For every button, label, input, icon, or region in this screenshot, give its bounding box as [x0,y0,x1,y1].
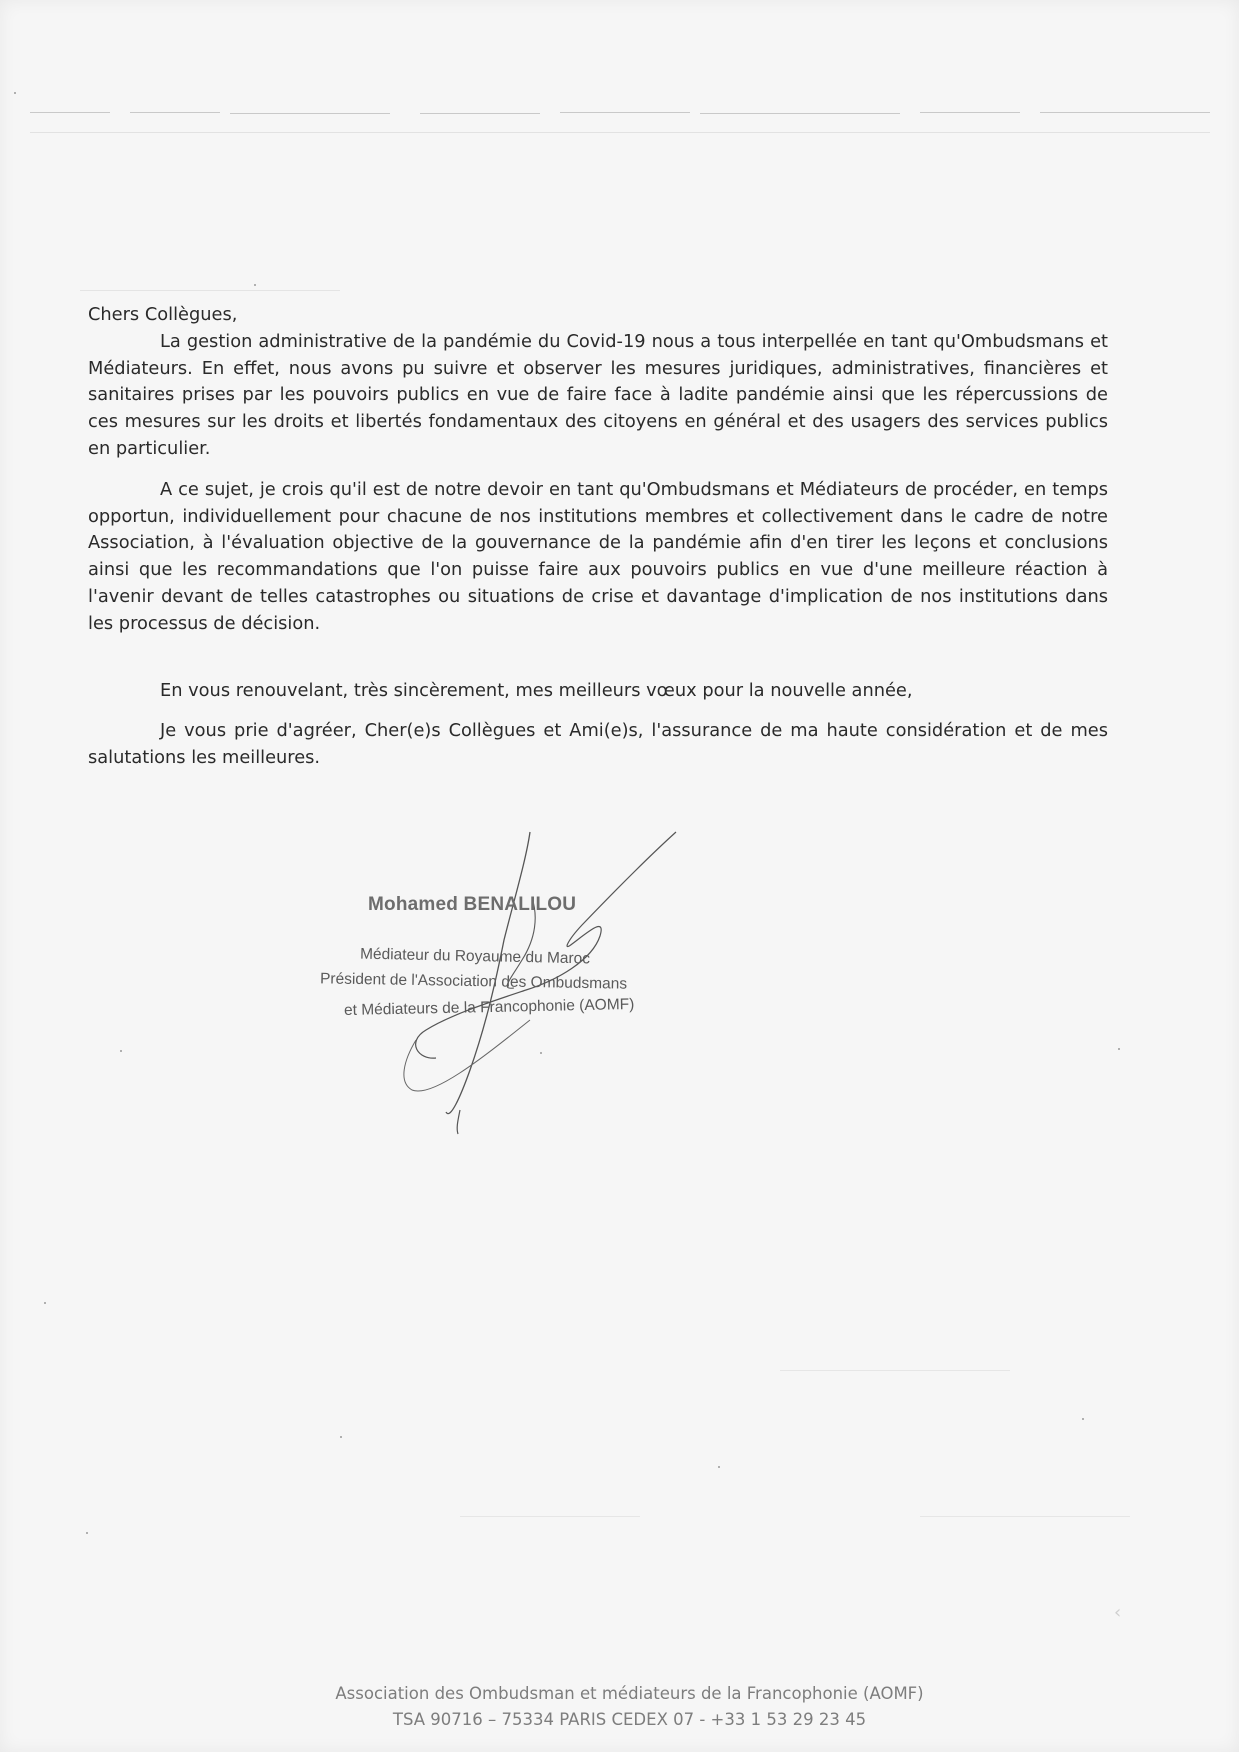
scan-artifact-line [780,1370,1010,1371]
footer-address: TSA 90716 – 75334 PARIS CEDEX 07 - +33 1 53 29 23 45 [392,1710,867,1729]
scan-artifact-line [30,112,110,113]
scan-artifact-line [460,1516,640,1517]
scan-artifact-line [30,132,1210,133]
letter-paragraph-2: A ce sujet, je crois qu'il est de notre devoir en tant qu'Ombudsmans et Médiateurs de procéder, en temps opportun, individuellement pour chacune de nos institutions membres et collectivement dans le cadre de notre Association, à l'évaluation objective de la gouvernance de la pandémie afin d'en tirer les leçons et conclusions ainsi que les recommandations que l'on puisse faire aux pouvoirs publics en vue d'une meilleure réaction à l'avenir devant de telles catastrophes ou situations de crise et davantage d'implication de nos institutions dans les processus de décision. [88,478,1108,634]
letter-paragraph-3: En vous renouvelant, très sincèrement, mes meilleurs vœux pour la nouvelle année, [160,679,913,701]
letter-body [88,302,1108,772]
corner-mark: ‹ [1114,1602,1122,1623]
scan-speck [44,1302,46,1304]
scan-speck [1118,1048,1120,1050]
scan-artifact-line [700,113,900,114]
letter-paragraph-1: La gestion administrative de la pandémie du Covid-19 nous a tous interpellée en tant qu'Ombudsmans et Médiateurs. En effet, nous avons pu suivre et observer les mesures juridiques, administratives, financières et sanitaires prises par les pouvoirs publics en vue de faire face à ladite pandémie ainsi que les répercussions de ces mesures sur les droits et libertés fondamentaux des citoyens en général et des usagers des services publics en particulier. [88,330,1108,459]
signatory-title-line-1: Médiateur du Royaume du Maroc [359,945,591,968]
scan-artifact-line [80,290,340,291]
scan-artifact-line [560,112,690,113]
scan-artifact-line [230,113,390,114]
scan-speck [718,1466,720,1468]
signature-block [300,820,700,1140]
scan-artifact-line [920,1516,1130,1517]
scan-artifact-line [920,112,1020,113]
signatory-name: Mohamed BENALILOU [368,894,577,915]
signatory-title-line-2: Président de l'Association des Ombudsmans [319,970,628,993]
scan-speck [120,1050,122,1052]
footer-organization: Association des Ombudsman et médiateurs de la Francophonie (AOMF) [335,1684,924,1703]
scan-speck [340,1436,342,1438]
scan-artifact-line [1040,112,1210,113]
scan-speck [254,284,256,286]
letter-paragraph-4: Je vous prie d'agréer, Cher(e)s Collègues et Ami(e)s, l'assurance de ma haute considération et de mes salutations les meilleures. [88,720,1108,769]
signatory-title-line-3: et Médiateurs de la Francophonie (AOMF) [343,995,635,1020]
scan-artifact-line [420,113,540,114]
letter-salutation: Chers Collègues, [88,304,238,325]
scan-artifact-line [130,112,220,113]
scan-speck [14,92,16,94]
scan-speck [1082,1418,1084,1420]
scan-speck [86,1532,88,1534]
